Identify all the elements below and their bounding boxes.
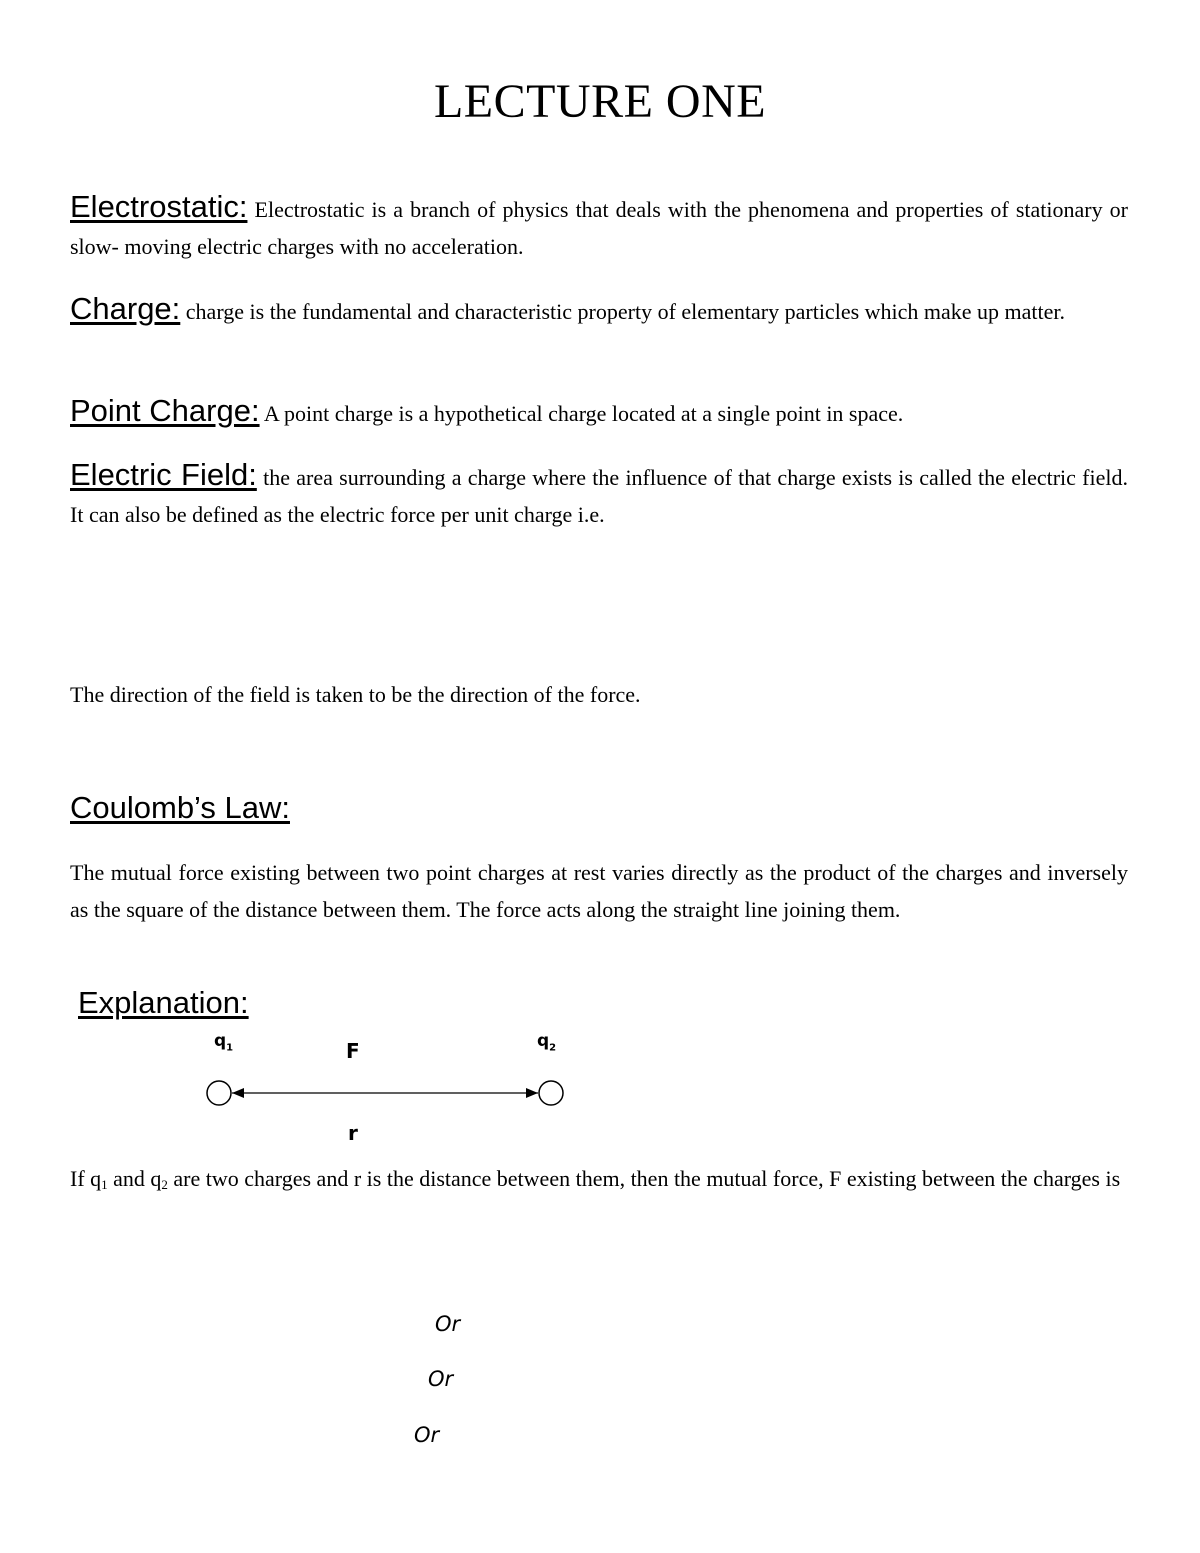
term-electric-field: Electric Field: xyxy=(70,457,257,492)
definition-electric-field xyxy=(70,456,1128,533)
definition-text: A point charge is a hypothetical charge located at a single point in space. xyxy=(263,401,904,426)
q2-label: $q_2$ xyxy=(537,1031,557,1054)
arrow-right-head xyxy=(526,1088,538,1098)
term-electrostatic: Electrostatic: xyxy=(70,189,248,224)
term-point-charge: Point Charge: xyxy=(70,393,260,428)
page-title: LECTURE ONE xyxy=(433,75,767,128)
q1-label: $q_1$ xyxy=(214,1031,234,1054)
coulomb-heading: Coulomb’s Law: xyxy=(70,790,290,825)
coulomb-diagram xyxy=(0,1025,1200,1155)
or-label-3: Or xyxy=(414,1423,440,1447)
definition-electrostatic xyxy=(70,188,1128,265)
force-statement: If $q_1$ and $q_2$ are two charges and r is the distance between them, then the mutual force, F existing between the charges is xyxy=(70,1166,1121,1192)
charges-arrow-drawing xyxy=(0,1025,1200,1155)
charge-q2-circle xyxy=(539,1081,563,1105)
force-label: F xyxy=(346,1039,360,1063)
term-charge: Charge: xyxy=(70,291,181,326)
or-label-2: Or xyxy=(428,1367,454,1391)
explanation-heading: Explanation: xyxy=(78,985,249,1020)
definition-text: Electrostatic is a branch of physics that deals with the phenomena and properties of stationary or slow- moving electric charges with no acceleration. xyxy=(70,197,1128,259)
charge-q1-circle xyxy=(207,1081,231,1105)
definition-text: charge is the fundamental and characteristic property of elementary particles which make up matter. xyxy=(185,299,1066,324)
definition-text: the area surrounding a charge where the influence of that charge exists is called the electric field. It can also be defined as the electric force per unit charge i.e. xyxy=(70,465,1129,527)
arrow-left-head xyxy=(232,1088,244,1098)
definition-charge xyxy=(70,290,1128,330)
or-label-1: Or xyxy=(435,1312,461,1336)
definition-point-charge xyxy=(70,392,1128,432)
distance-label: r xyxy=(348,1121,358,1145)
field-direction-text: The direction of the field is taken to be the direction of the force. xyxy=(70,682,641,707)
coulomb-law-text: The mutual force existing between two point charges at rest varies directly as the product of the charges and inversely as the square of the distance between them. The force acts along the straight line joining them. xyxy=(70,860,1128,922)
